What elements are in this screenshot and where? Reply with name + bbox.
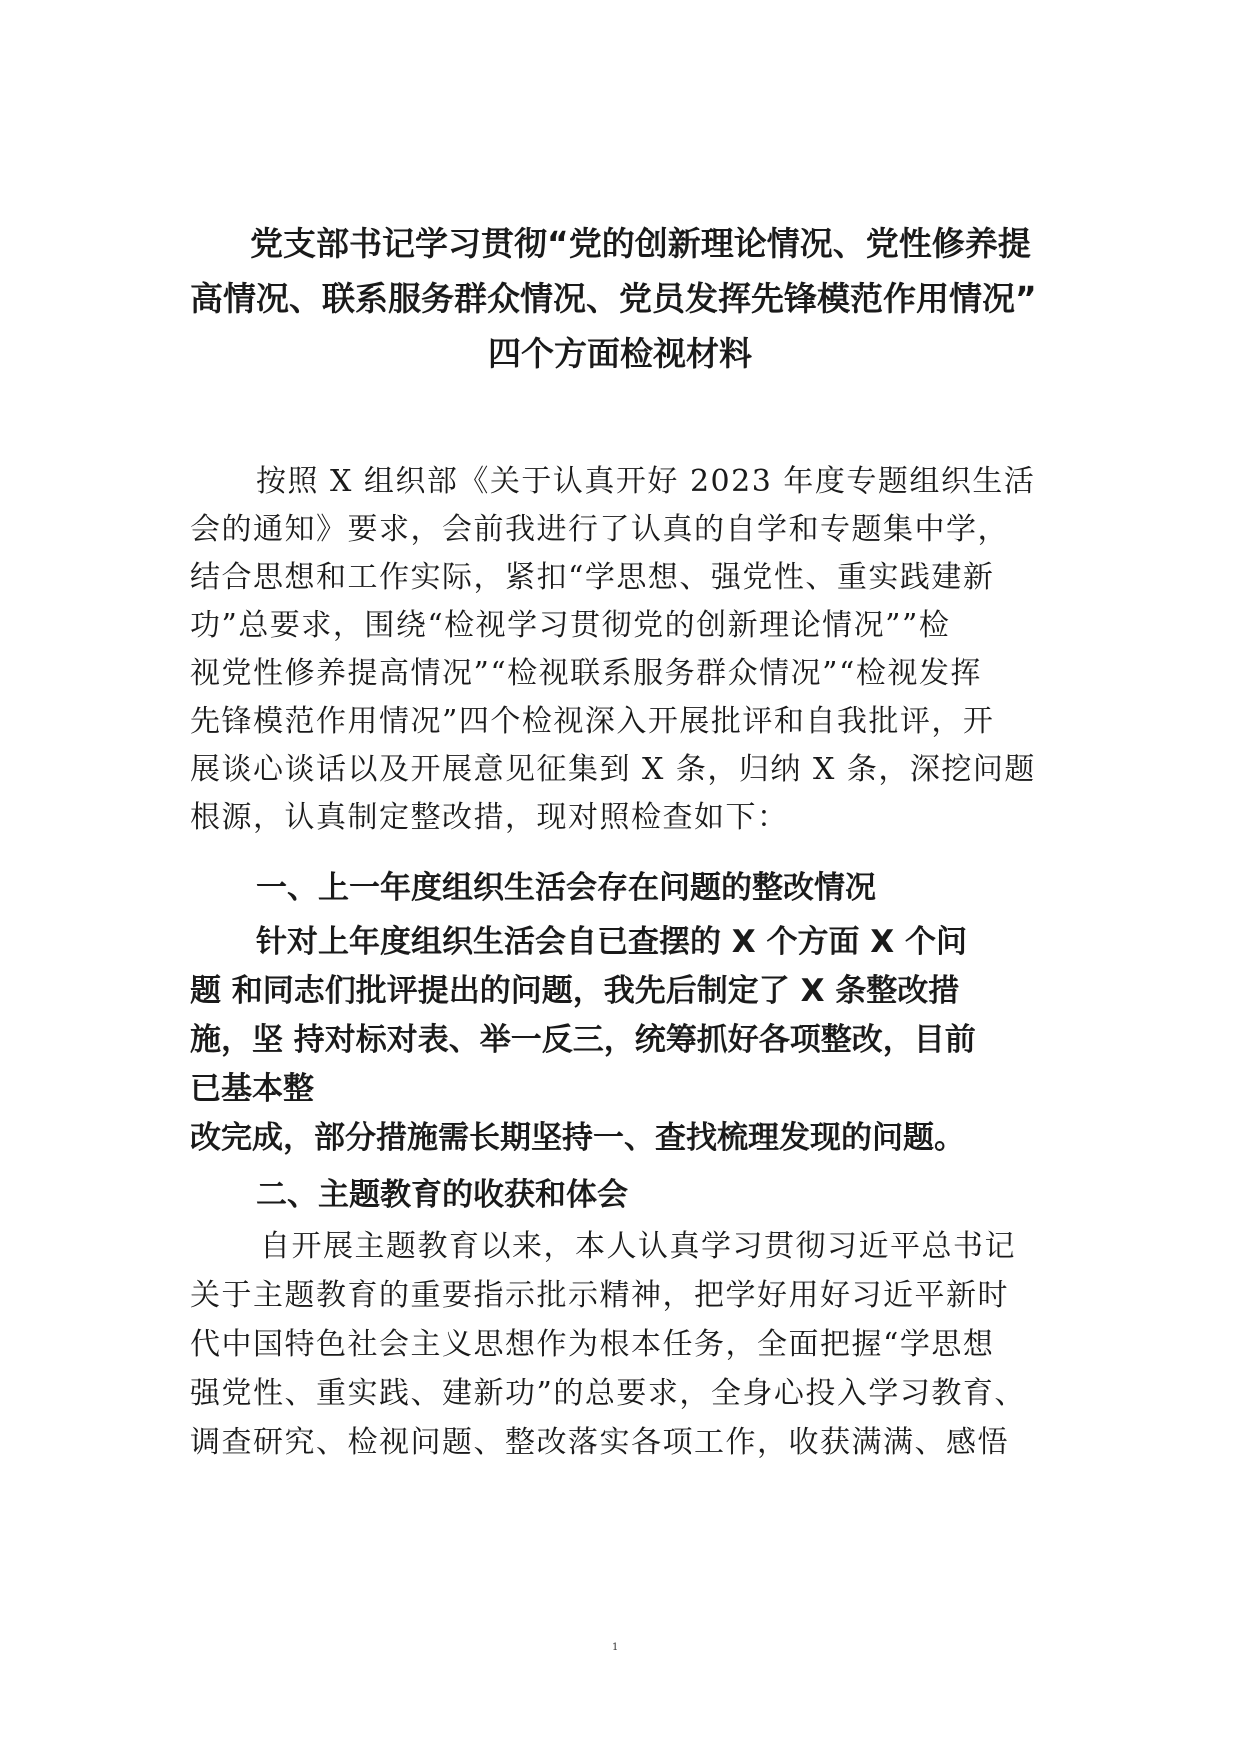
title-line-2: 高情况、联系服务群众情况、党员发挥先锋模范作用情况” bbox=[190, 279, 1037, 318]
document-title bbox=[190, 216, 1050, 381]
section-heading-1: 一、上一年度组织生活会存在问题的整改情况 bbox=[256, 870, 876, 906]
section-2-line-2: 关于主题教育的重要指示批示精神，把学好用好习近平新时 bbox=[190, 1278, 1009, 1313]
intro-line-4: 功”总要求，围绕“检视学习贯彻党的创新理论情况””检 bbox=[190, 608, 951, 643]
section-1-line-3: 施，坚 持对标对表、举一反三，统筹抓好各项整改，目前 bbox=[190, 1022, 976, 1058]
section-1-line-4: 已基本整 bbox=[190, 1071, 314, 1107]
intro-line-3: 结合思想和工作实际，紧扣“学思想、强党性、重实践建新 bbox=[190, 560, 995, 595]
intro-line-2: 会的通知》要求，会前我进行了认真的自学和专题集中学， bbox=[190, 512, 1009, 547]
section-1-line-1: 针对上年度组织生活会自已查摆的 X 个方面 X 个问 bbox=[256, 924, 967, 960]
section-1-line-5: 改完成，部分措施需长期坚持一、查找梳理发现的问题。 bbox=[190, 1120, 965, 1156]
section-2-line-5: 调查研究、检视问题、整改落实各项工作，收获满满、感悟 bbox=[190, 1425, 1009, 1460]
intro-line-7: 展谈心谈话以及开展意见征集到 X 条，归纳 X 条，深挖问题 bbox=[190, 752, 1036, 787]
section-1-line-2: 题 和同志们批评提出的问题，我先后制定了 X 条整改措 bbox=[190, 973, 960, 1009]
intro-paragraph bbox=[190, 458, 1045, 842]
title-line-1: 党支部书记学习贯彻“党的创新理论情况、党性修养提 bbox=[250, 224, 1031, 263]
page-number: 1 bbox=[612, 1642, 619, 1653]
section-2-line-4: 强党性、重实践、建新功”的总要求，全身心投入学习教育、 bbox=[190, 1376, 1026, 1411]
section-2-line-1: 自开展主题教育以来，本人认真学习贯彻习近平总书记 bbox=[260, 1229, 1016, 1264]
section-1-paragraph bbox=[190, 918, 1050, 1163]
section-2-line-3: 代中国特色社会主义思想作为根本任务，全面把握“学思想 bbox=[190, 1327, 995, 1362]
intro-line-5: 视党性修养提高情况”“检视联系服务群众情况”“检视发挥 bbox=[190, 656, 982, 691]
title-line-3: 四个方面检视材料 bbox=[488, 334, 752, 373]
intro-line-1: 按照 X 组织部《关于认真开好 2023 年度专题组织生活 bbox=[256, 464, 1036, 499]
section-heading-2: 二、主题教育的收获和体会 bbox=[256, 1177, 628, 1213]
intro-line-6: 先锋模范作用情况”四个检视深入开展批评和自我批评，开 bbox=[190, 704, 995, 739]
section-2-paragraph bbox=[190, 1222, 1045, 1467]
intro-line-8: 根源，认真制定整改措，现对照检查如下： bbox=[190, 800, 789, 835]
